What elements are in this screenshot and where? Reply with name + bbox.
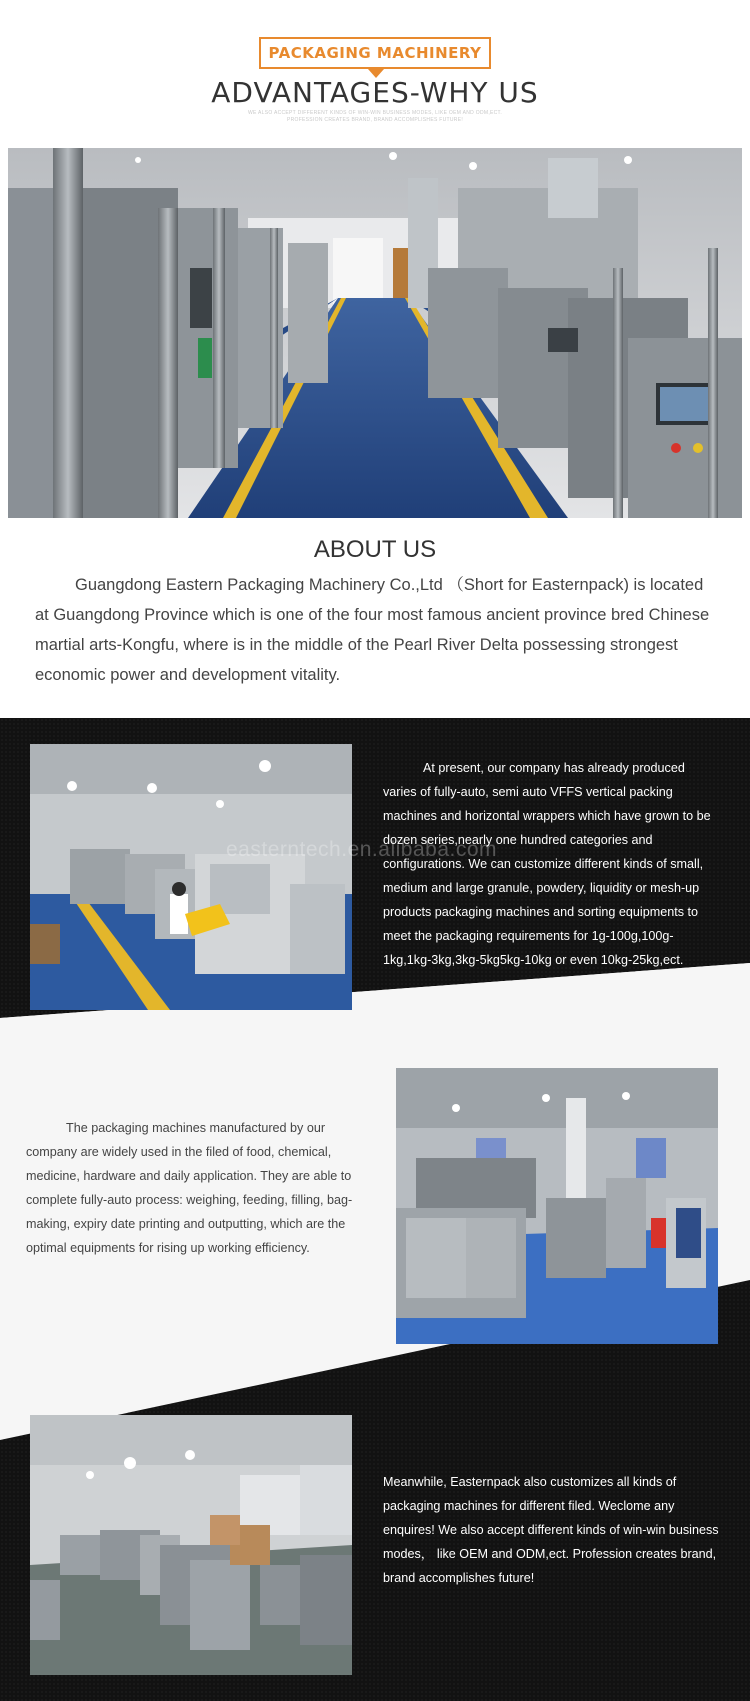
about-us-paragraph: Guangdong Eastern Packaging Machinery Co.,Ltd （Short for Easternpack) is located at Guangdong Province which is one of the four most famous ancient province bred Chinese martial arts-Kongfu, where is in the middle of the Pearl River Delta possessing strongest economic power and development vitality. — [35, 576, 710, 684]
oem-odm-paragraph: Meanwhile, Easternpack also customizes all kinds of packaging machines for different filed. Weclome any enquires! We also accept different kinds of win-win business modes， like OEM and ODM,ect. Profession creates brand, brand accomplishes future! — [383, 1475, 719, 1585]
micro-caption-line-2: PROFESSION CREATES BRAND, BRAND ACCOMPLISHES FUTURE! — [286, 117, 464, 123]
workshop-hall-image — [30, 1415, 352, 1675]
section-badge: PACKAGING MACHINERY — [259, 37, 491, 69]
watermark-text: easterntech.en.alibaba.com — [226, 838, 497, 861]
applications-paragraph: The packaging machines manufactured by our company are widely used in the filed of food, chemical, medicine, hardware and daily application. They are able to complete fully-auto process: weighing, feeding, filling, bag-making, expiry date printing and outputting, which are the optimal equipments for rising up working efficiency. — [26, 1121, 353, 1255]
production-floor-image — [30, 744, 352, 1010]
page-title: ADVANTAGES-WHY US — [211, 76, 539, 109]
factory-hero-image — [8, 148, 742, 518]
company-capabilities-paragraph: At present, our company has already produced varies of fully-auto, semi auto VFFS vertical packing machines and horizontal wrappers which have grown to be dozen series,nearly one hundred categories and configurations. We can customize different kinds of small, medium and large granule, powdery, liquidity or mesh-up products packaging machines and sorting equipments to meet the packaging requirements for 1g-100g,100g-1kg,1kg-3kg,3kg-5kg5kg-10kg or even 10kg-25kg,ect. — [383, 761, 711, 967]
micro-caption-line-1: WE ALSO ACCEPT DIFFERENT KINDS OF WIN-WIN BUSINESS MODES, LIKE OEM AND ODM,ECT. — [247, 110, 503, 116]
machines-showroom-image — [396, 1068, 718, 1344]
about-us-heading: ABOUT US — [313, 536, 437, 563]
